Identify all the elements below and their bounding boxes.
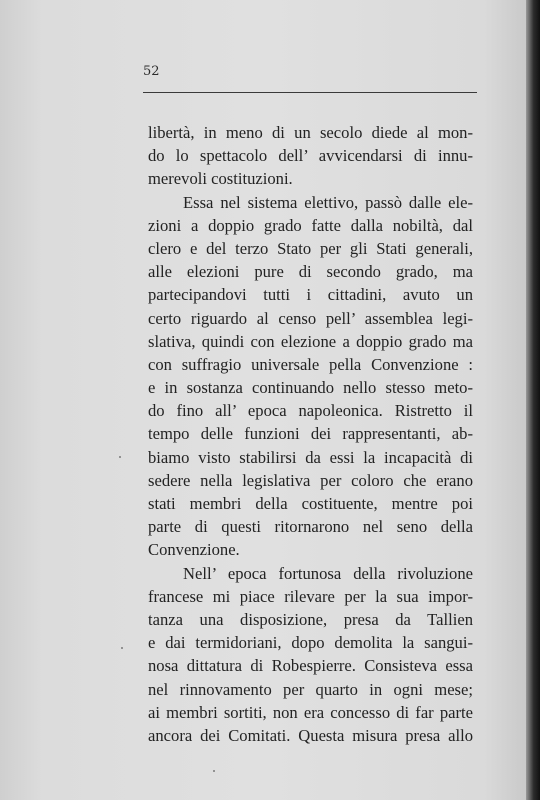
- paper-speck: [213, 770, 215, 772]
- text-line: libertà, in meno di un secolo diede al mon-: [148, 123, 473, 142]
- text-line: zioni a doppio grado fatte dalla nobiltà, dal: [148, 215, 473, 235]
- text-line: nosa dittatura di Robespierre. Consisteva essa: [148, 656, 473, 676]
- text-line: con suffragio universale pella Convenzione :: [148, 354, 473, 374]
- text-line: alle elezioni pure di secondo grado, ma: [148, 262, 473, 282]
- text-line: nel rinnovamento per quarto in ogni mese;: [148, 679, 473, 699]
- text-line: sedere nella legislativa per coloro che erano: [148, 470, 473, 490]
- text-line: Convenzione.: [148, 540, 240, 560]
- paragraph-start-line: Essa nel sistema elettivo, passò dalle ele-: [183, 192, 473, 212]
- book-spine-shadow: [526, 0, 540, 800]
- text-line: slativa, quindi con elezione a doppio grado ma: [148, 331, 473, 351]
- text-line: clero e del terzo Stato per gli Stati generali,: [148, 238, 473, 258]
- text-line: e in sostanza continuando nello stesso meto-: [148, 378, 473, 398]
- text-line: e dai termidoriani, dopo demolita la sangui-: [148, 633, 473, 653]
- paper-speck: [119, 456, 121, 458]
- body-text: [148, 121, 473, 747]
- text-line: parte di questi ritornarono nel seno della: [148, 517, 473, 537]
- paper-speck: [121, 647, 123, 649]
- text-line: do fino all’ epoca napoleonica. Ristretto il: [148, 401, 473, 421]
- text-line: merevoli costituzioni.: [148, 169, 293, 189]
- text-line: do lo spettacolo dell’ avvicendarsi di innu-: [148, 146, 473, 166]
- text-line: biamo visto stabilirsi da essi la incapacità di: [148, 447, 473, 467]
- page-number: 52: [143, 64, 160, 79]
- text-line: certo riguardo al censo pell’ assemblea legi-: [148, 308, 473, 328]
- text-line: tempo delle funzioni dei rappresentanti, ab-: [148, 424, 473, 444]
- text-line: ai membri sortiti, non era concesso di far parte: [148, 702, 473, 722]
- paragraph-start-line: Nell’ epoca fortunosa della rivoluzione: [183, 563, 473, 583]
- text-line: partecipandovi tutti i cittadini, avuto un: [148, 285, 473, 305]
- page-header: [143, 62, 477, 93]
- text-line: tanza una disposizione, presa da Tallien: [148, 609, 473, 629]
- text-line: francese mi piace rilevare per la sua impor-: [148, 586, 473, 606]
- text-line: ancora dei Comitati. Questa misura presa allo: [148, 725, 473, 745]
- text-line: stati membri della costituente, mentre poi: [148, 494, 473, 513]
